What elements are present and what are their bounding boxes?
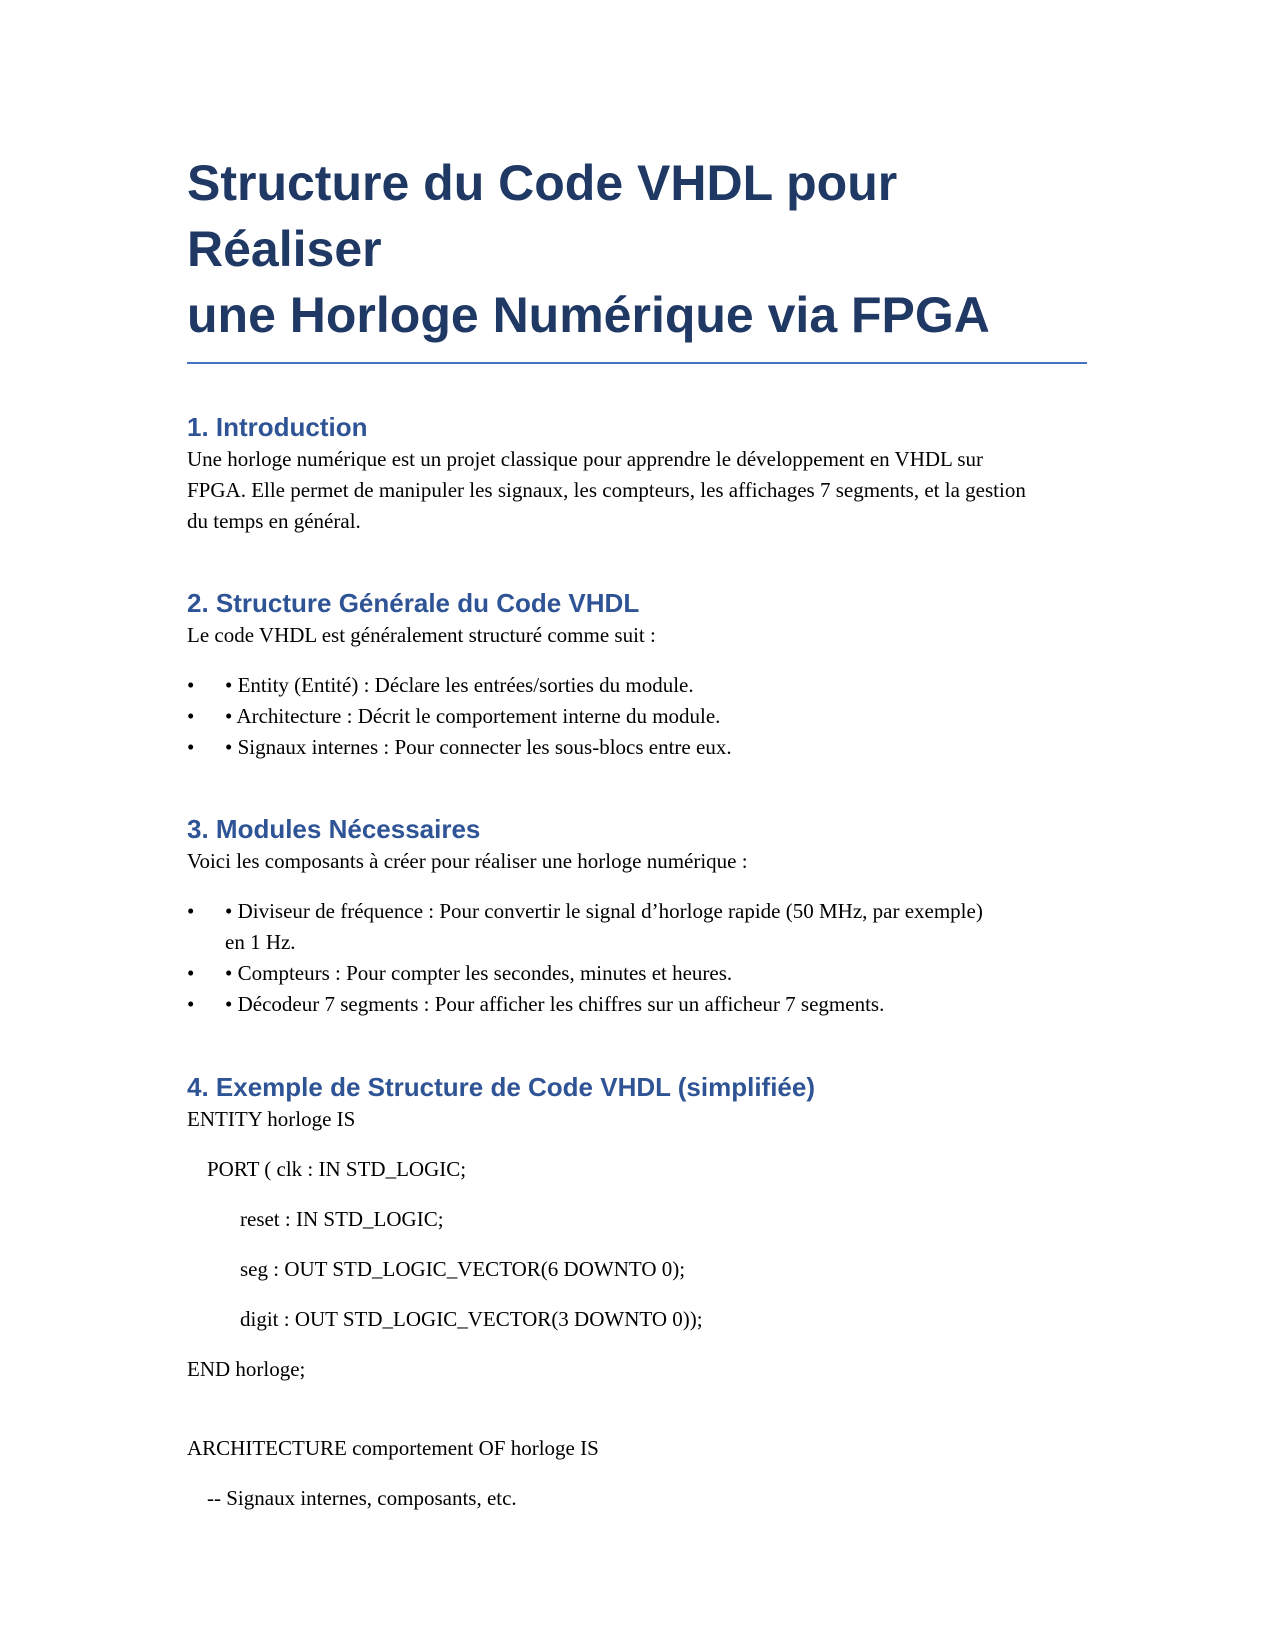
bullet-icon: • [187, 704, 195, 728]
code-line: -- Signaux internes, composants, etc. [207, 1486, 517, 1510]
list-item [187, 958, 1007, 989]
heading-introduction: 1. Introduction [187, 412, 368, 442]
bullet-icon: • [187, 735, 195, 759]
list-item-text: • Compteurs : Pour compter les secondes, minutes et heures. [225, 961, 733, 985]
heading-modules-necessaires: 3. Modules Nécessaires [187, 814, 481, 844]
code-line: ARCHITECTURE comportement OF horloge IS [187, 1436, 599, 1460]
modules-list [187, 896, 1007, 1020]
code-line: END horloge; [187, 1357, 306, 1381]
list-item-text: • Diviseur de fréquence : Pour convertir le signal d’horloge rapide (50 MHz, par exemple) en 1 Hz. [225, 899, 983, 954]
title-line-1: Structure du Code VHDL pour Réaliser [187, 155, 898, 277]
code-line: reset : IN STD_LOGIC; [240, 1207, 444, 1231]
code-block [187, 1104, 1087, 1514]
structure-paragraph: Le code VHDL est généralement structuré comme suit : [187, 623, 656, 647]
heading-exemple-code: 4. Exemple de Structure de Code VHDL (simplifiée) [187, 1072, 816, 1102]
list-item [187, 670, 1087, 701]
bullet-icon: • [187, 992, 195, 1016]
code-line: seg : OUT STD_LOGIC_VECTOR(6 DOWNTO 0); [240, 1257, 686, 1281]
code-line: digit : OUT STD_LOGIC_VECTOR(3 DOWNTO 0)); [240, 1307, 703, 1331]
modules-paragraph: Voici les composants à créer pour réaliser une horloge numérique : [187, 849, 748, 873]
list-item-text: • Entity (Entité) : Déclare les entrées/sorties du module. [225, 673, 694, 697]
list-item [187, 732, 1087, 763]
page-content [187, 150, 1087, 1514]
code-line: ENTITY horloge IS [187, 1107, 356, 1131]
list-item-text: • Signaux internes : Pour connecter les sous-blocs entre eux. [225, 735, 732, 759]
title-line-2: une Horloge Numérique via FPGA [187, 287, 990, 343]
bullet-icon: • [187, 899, 195, 923]
bullet-icon: • [187, 961, 195, 985]
document-title [187, 150, 1087, 364]
intro-paragraph: Une horloge numérique est un projet classique pour apprendre le développement en VHDL sur FPGA. Elle permet de manipuler les signaux, les compteurs, les affichages 7 segments, et la gestion du temps en général. [187, 447, 1026, 533]
list-item [187, 896, 1007, 958]
heading-structure-generale: 2. Structure Générale du Code VHDL [187, 588, 640, 618]
list-item [187, 701, 1087, 732]
code-line: PORT ( clk : IN STD_LOGIC; [207, 1157, 467, 1181]
bullet-icon: • [187, 673, 195, 697]
structure-list [187, 670, 1087, 763]
list-item [187, 989, 1007, 1020]
list-item-text: • Architecture : Décrit le comportement interne du module. [225, 704, 721, 728]
list-item-text: • Décodeur 7 segments : Pour afficher les chiffres sur un afficheur 7 segments. [225, 992, 885, 1016]
